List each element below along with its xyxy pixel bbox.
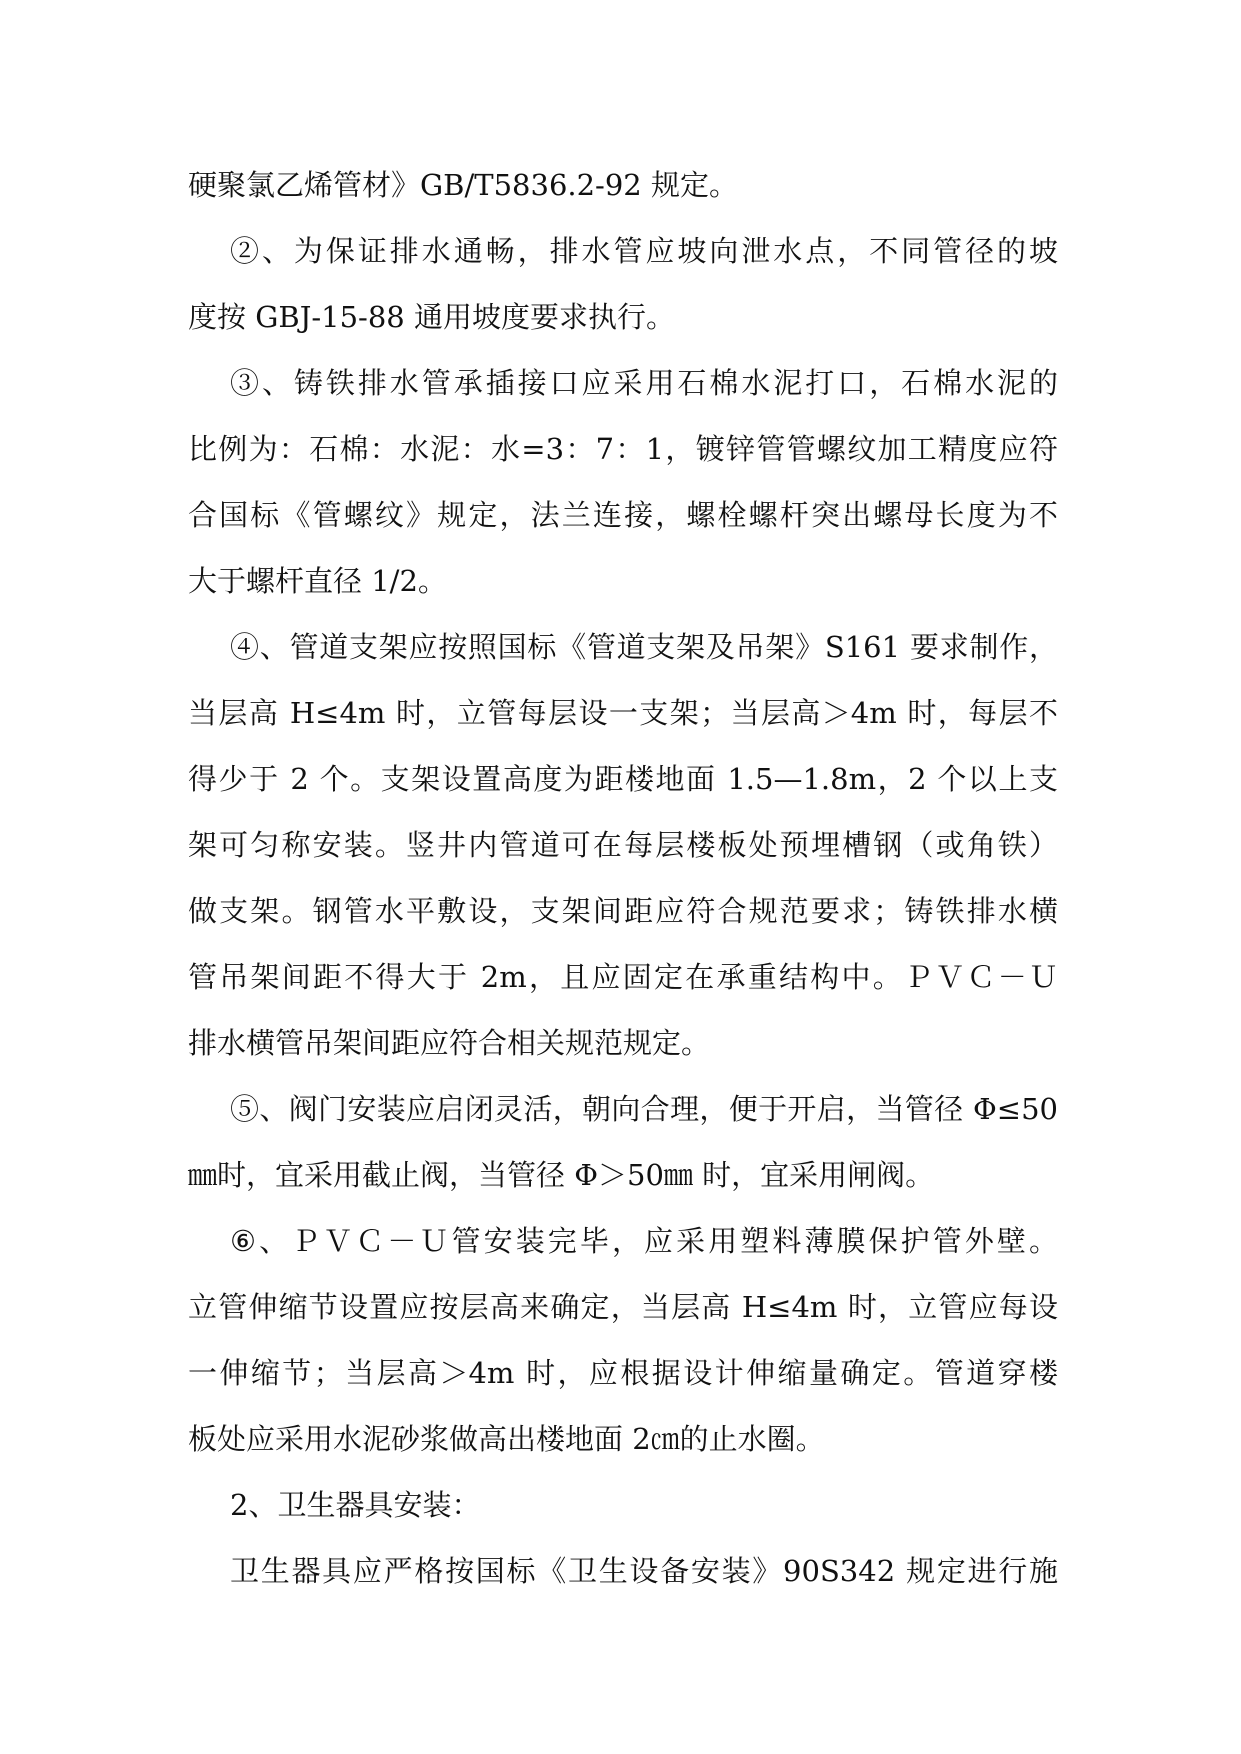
paragraph-line: ④、管道支架应按照国标《管道支架及吊架》S161 要求制作， bbox=[230, 630, 1058, 664]
paragraph-line: 一伸缩节；当层高＞4m 时，应根据设计伸缩量确定。管道穿楼 bbox=[188, 1356, 1058, 1390]
body-text bbox=[188, 152, 1058, 1604]
paragraph-line: ⑤、阀门安装应启闭灵活，朝向合理，便于开启，当管径 Φ≤50 bbox=[230, 1092, 1058, 1126]
section-heading: 2、卫生器具安装： bbox=[230, 1488, 481, 1522]
paragraph-line: 得少于 2 个。支架设置高度为距楼地面 1.5—1.8m，2 个以上支 bbox=[188, 762, 1058, 796]
paragraph-line: 大于螺杆直径 1/2。 bbox=[188, 564, 447, 598]
paragraph-line: ㎜时，宜采用截止阀，当管径 Φ＞50㎜ 时，宜采用闸阀。 bbox=[188, 1158, 935, 1192]
paragraph-line: 硬聚氯乙烯管材》GB/T5836.2-92 规定。 bbox=[188, 168, 738, 202]
paragraph-line: 立管伸缩节设置应按层高来确定，当层高 H≤4m 时，立管应每设 bbox=[188, 1290, 1058, 1324]
paragraph-line: ⑥、ＰＶＣ－Ｕ管安装完毕，应采用塑料薄膜保护管外壁。 bbox=[230, 1224, 1058, 1258]
paragraph-line: 排水横管吊架间距应符合相关规范规定。 bbox=[188, 1026, 711, 1060]
paragraph-line: 管吊架间距不得大于 2m，且应固定在承重结构中。ＰＶＣ－Ｕ bbox=[188, 960, 1058, 994]
paragraph-line: 卫生器具应严格按国标《卫生设备安装》90S342 规定进行施 bbox=[230, 1554, 1058, 1588]
paragraph-line: 架可匀称安装。竖井内管道可在每层楼板处预埋槽钢（或角铁） bbox=[188, 828, 1058, 862]
paragraph-line: ②、为保证排水通畅，排水管应坡向泄水点，不同管径的坡 bbox=[230, 234, 1058, 268]
paragraph-line: ③、铸铁排水管承插接口应采用石棉水泥打口，石棉水泥的 bbox=[230, 366, 1058, 400]
paragraph-line: 度按 GBJ-15-88 通用坡度要求执行。 bbox=[188, 300, 675, 334]
paragraph-line: 板处应采用水泥砂浆做高出楼地面 2㎝的止水圈。 bbox=[188, 1422, 825, 1456]
paragraph-line: 合国标《管螺纹》规定，法兰连接，螺栓螺杆突出螺母长度为不 bbox=[188, 498, 1058, 532]
paragraph-line: 当层高 H≤4m 时，立管每层设一支架；当层高＞4m 时，每层不 bbox=[188, 696, 1058, 730]
paragraph-line: 比例为：石棉：水泥：水=3：7：1，镀锌管管螺纹加工精度应符 bbox=[188, 432, 1058, 466]
paragraph-line: 做支架。钢管水平敷设，支架间距应符合规范要求；铸铁排水横 bbox=[188, 894, 1058, 928]
